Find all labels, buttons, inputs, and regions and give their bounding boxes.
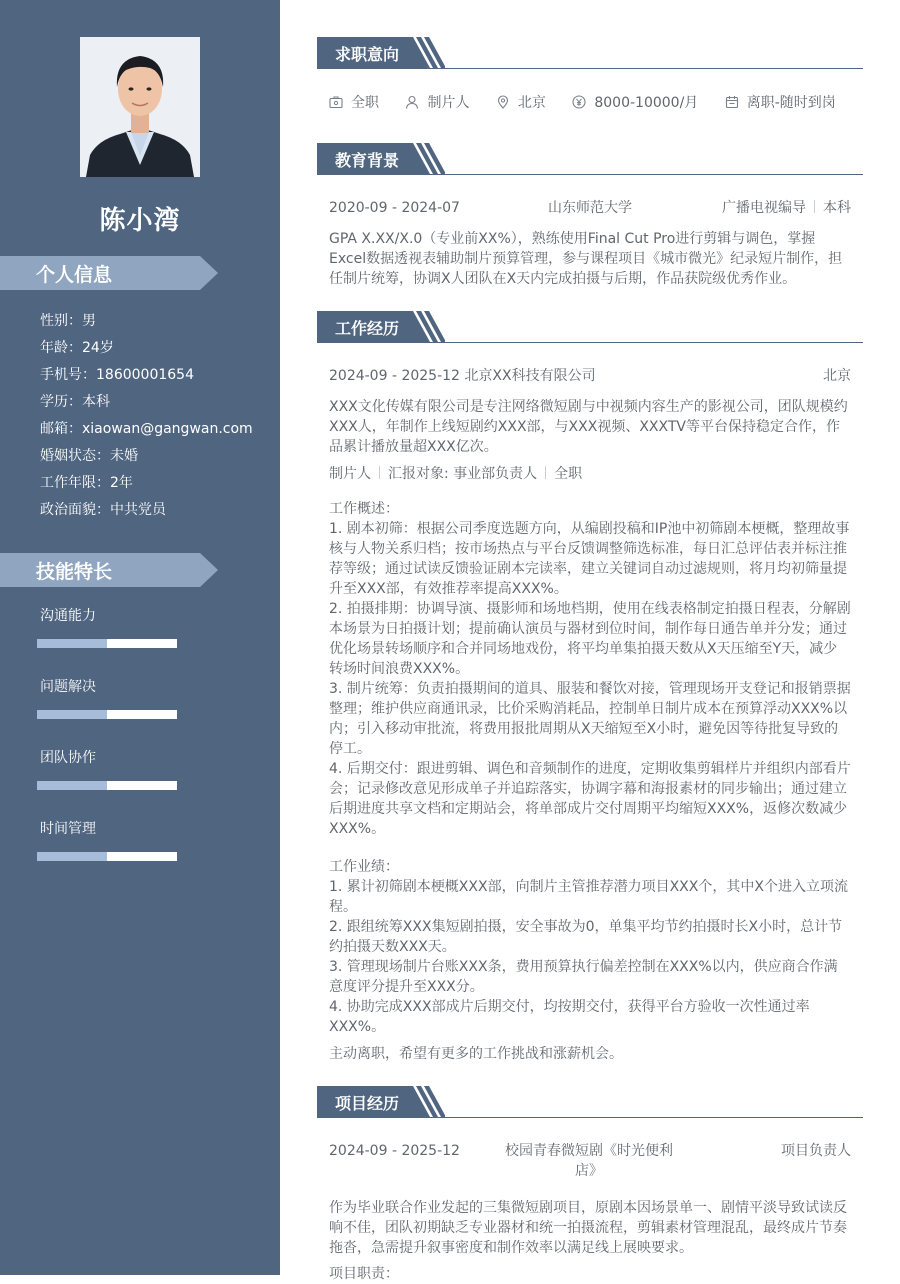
project-name: 校园青春微短剧《时光便利店》	[505, 1143, 673, 1179]
skill-bar-fill	[37, 639, 107, 648]
divider	[379, 466, 380, 479]
location-pin-icon	[496, 95, 510, 109]
work-tag-type: 全职	[554, 466, 583, 482]
project-date: 2024-09 - 2025-12	[329, 1143, 460, 1159]
profile-photo	[80, 37, 200, 177]
skill-bar	[37, 710, 177, 719]
skill-bar	[37, 639, 177, 648]
skill-bar-fill	[37, 781, 107, 790]
personal-info-heading: 个人信息	[0, 256, 218, 290]
project-description: 作为毕业联合作业发起的三集微短剧项目，原剧本因场景单一、剧情平淡导致试读反响不佳，团队初期缺乏专业器材和统一拍摄流程，剪辑素材管理混乱，最终成片节奏拖沓，急需提升叙事密度和制作效率以满足线上展映要求。	[329, 1200, 847, 1256]
person-icon	[405, 95, 419, 109]
leave-reason: 主动离职，希望有更多的工作挑战和涨薪机会。	[329, 1046, 623, 1062]
divider	[545, 466, 546, 479]
work-overview	[329, 499, 851, 839]
work-tag-role: 制片人	[329, 466, 371, 482]
work-heading: 工作经历	[317, 311, 863, 345]
overview-item: 1. 剧本初筛：根据公司季度选题方向，从编剧投稿和IP池中初筛剧本梗概，整理故事核与人物关系归档；按市场热点与平台反馈调整筛选标准，每日汇总评估表并标注推荐等级；通过试读反馈验证剧本完读率，建立关键词自动过滤规则，将月均初筛量提升至XXX部，有效推荐率提高XXX%。	[329, 521, 850, 597]
work-company: 北京XX科技有限公司	[464, 368, 596, 384]
overview-item: 4. 后期交付：跟进剪辑、调色和音频制作的进度，定期收集剪辑样片并组织内部看片会；记录修改意见形成单子并追踪落实，协调字幕和海报素材的同步输出；通过建立后期进度共享文档和定期站会，将单部成片交付周期平均缩短XXX%，返修次数减少XXX%。	[329, 761, 851, 837]
skill-item	[40, 747, 220, 818]
project-role: 项目负责人	[781, 1143, 851, 1159]
job-intent-row	[329, 92, 836, 112]
info-political: 政治面貌：中共党员	[40, 502, 166, 518]
skills-list	[40, 605, 220, 889]
info-phone: 手机号：18600001654	[40, 367, 194, 383]
intent-job-type: 全职	[329, 92, 379, 112]
intent-position: 制片人	[405, 92, 469, 112]
skill-item	[40, 676, 220, 747]
achievement-item: 4. 协助完成XXX部成片后期交付，均按期交付，获得平台方验收一次性通过率XXX%。	[329, 999, 810, 1035]
personal-info-list	[40, 308, 253, 524]
skill-label: 时间管理	[40, 821, 96, 837]
skill-bar-fill	[37, 710, 107, 719]
main-content	[317, 0, 863, 1282]
info-gender: 性别：男	[40, 313, 96, 329]
achievement-item: 2. 跟组统筹XXX集短剧拍摄，安全事故为0，单集平均节约拍摄时长X小时，总计节约拍摄天数XXX天。	[329, 919, 843, 955]
job-intent-heading: 求职意向	[317, 37, 863, 71]
skill-bar	[37, 781, 177, 790]
education-degree: 本科	[823, 200, 851, 216]
yen-coin-icon	[572, 95, 586, 109]
skill-label: 团队协作	[40, 750, 96, 766]
company-description: XXX文化传媒有限公司是专注网络微短剧与中视频内容生产的影视公司，团队规模约XXX人，年制作上线短剧约XXX部，与XXX视频、XXXTV等平台保持稳定合作，作品累计播放量超XXX亿次。	[329, 399, 848, 455]
briefcase-icon	[329, 95, 343, 109]
achievement-item: 3. 管理现场制片台账XXX条，费用预算执行偏差控制在XXX%以内，供应商合作满意度评分提升至XXX分。	[329, 959, 838, 995]
candidate-name: 陈小湾	[99, 206, 181, 236]
avatar-portrait-icon	[80, 37, 200, 177]
work-row	[329, 366, 851, 386]
education-school: 山东师范大学	[548, 200, 632, 216]
work-tags	[329, 464, 851, 484]
intent-availability: 离职-随时到岗	[725, 92, 836, 112]
education-heading: 教育背景	[317, 143, 863, 177]
skill-item	[40, 605, 220, 676]
divider	[814, 200, 815, 213]
calendar-icon	[725, 95, 739, 109]
education-description: GPA X.XX/X.0（专业前XX%），熟练使用Final Cut Pro进行剪辑与调色，掌握Excel数据透视表辅助制片预算管理，参与课程项目《城市微光》纪录短片制作，担任制片统筹，协调X人团队在X天内完成拍摄与后期，作品获院级优秀作业。	[329, 231, 843, 287]
skill-bar-fill	[37, 852, 107, 861]
education-major-degree	[722, 198, 851, 218]
work-overview-title: 工作概述：	[329, 501, 399, 517]
overview-item: 2. 拍摄排期：协调导演、摄影师和场地档期，使用在线表格制定拍摄日程表，分解剧本场景为日拍摄计划；提前确认演员与器材到位时间，制作每日通告单并分发；通过优化场景转场顺序和合并同场地戏份，将平均单集拍摄天数从X天压缩至Y天，减少转场时间浪费XXX%。	[329, 601, 851, 677]
info-marital: 婚姻状态：未婚	[40, 448, 138, 464]
info-work-years: 工作年限：2年	[40, 475, 133, 491]
education-row	[329, 198, 851, 218]
education-major: 广播电视编导	[722, 200, 806, 216]
skill-label: 问题解决	[40, 679, 96, 695]
achievement-item: 1. 累计初筛剧本梗概XXX部，向制片主管推荐潜力项目XXX个，其中X个进入立项流程。	[329, 879, 848, 915]
project-row	[329, 1141, 851, 1185]
work-achievements-title: 工作业绩：	[329, 859, 399, 875]
skill-label: 沟通能力	[40, 608, 96, 624]
work-tag-report: 汇报对象: 事业部负责人	[388, 466, 538, 482]
intent-salary: 8000-10000/月	[572, 92, 698, 112]
skill-item	[40, 818, 220, 889]
intent-city: 北京	[496, 92, 546, 112]
info-education: 学历：本科	[40, 394, 110, 410]
info-age: 年龄：24岁	[40, 340, 114, 356]
work-achievements	[329, 857, 851, 1037]
project-duty-title: 项目职责：	[329, 1266, 399, 1282]
info-email: 邮箱：xiaowan@gangwan.com	[40, 421, 253, 437]
skills-heading: 技能特长	[0, 553, 218, 587]
work-date: 2024-09 - 2025-12	[329, 368, 460, 384]
education-date: 2020-09 - 2024-07	[329, 200, 460, 216]
skill-bar	[37, 852, 177, 861]
work-city: 北京	[823, 368, 851, 384]
sidebar	[0, 0, 280, 1275]
project-heading: 项目经历	[317, 1086, 863, 1120]
overview-item: 3. 制片统筹：负责拍摄期间的道具、服装和餐饮对接，管理现场开支登记和报销票据整理；维护供应商通讯录，比价采购消耗品，控制单日制片成本在预算浮动XXX%以内；引入移动审批流，将费用报批周期从X天缩短至X小时，避免因等待批复导致的停工。	[329, 681, 851, 757]
